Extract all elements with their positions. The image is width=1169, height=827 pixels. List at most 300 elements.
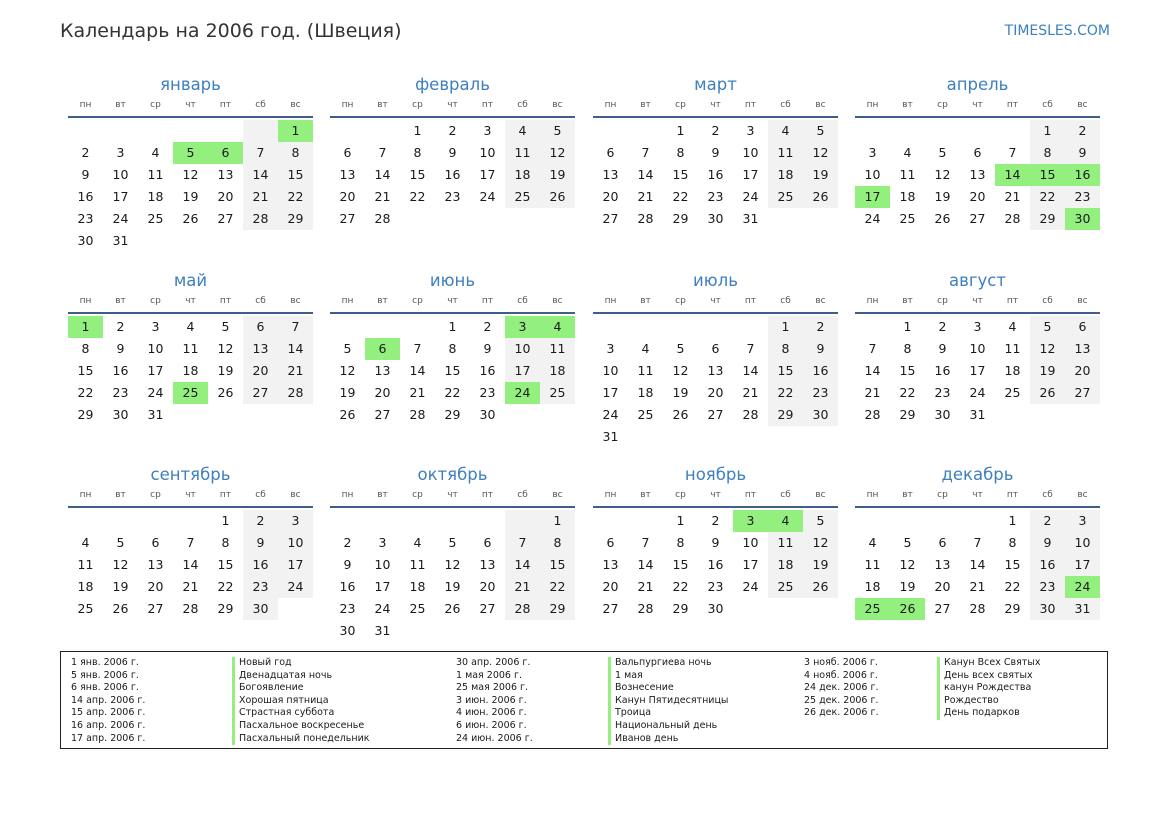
weekday-label: вс bbox=[552, 296, 563, 306]
empty-day-cell bbox=[138, 230, 173, 252]
day-cell: 17 bbox=[742, 167, 759, 182]
week-row bbox=[593, 576, 838, 598]
day-cell: 17 bbox=[278, 554, 313, 576]
day-cell: 6 bbox=[208, 142, 243, 164]
day-cell: 11 bbox=[899, 167, 916, 182]
site-link[interactable]: TIMESLES.COM bbox=[1004, 23, 1110, 39]
day-cell: 30 bbox=[707, 601, 724, 616]
day-cell: 16 bbox=[1065, 164, 1100, 186]
month-title: август bbox=[949, 271, 1006, 290]
day-cell: 23 bbox=[77, 211, 94, 226]
legend-holiday-name: Двенадцатая ночь bbox=[232, 670, 370, 683]
empty-day-cell bbox=[890, 510, 925, 532]
day-cell: 25 bbox=[147, 211, 164, 226]
day-cell: 8 bbox=[81, 341, 90, 356]
empty-day-cell bbox=[208, 404, 243, 426]
day-cell: 21 bbox=[278, 360, 313, 382]
week-row bbox=[593, 510, 838, 532]
empty-day-cell bbox=[698, 316, 733, 338]
day-cell: 19 bbox=[803, 164, 838, 186]
day-cell: 31 bbox=[374, 623, 391, 638]
legend-holiday-name: Пасхальный понедельник bbox=[232, 733, 370, 746]
day-cell: 2 bbox=[243, 510, 278, 532]
day-cell: 1 bbox=[413, 123, 422, 138]
day-cell: 21 bbox=[637, 579, 654, 594]
day-cell: 13 bbox=[147, 557, 164, 572]
day-cell: 12 bbox=[182, 167, 199, 182]
day-cell: 28 bbox=[243, 208, 278, 230]
day-cell: 20 bbox=[969, 189, 986, 204]
day-cell: 21 bbox=[969, 579, 986, 594]
day-cell: 17 bbox=[374, 579, 391, 594]
week-row bbox=[593, 360, 838, 382]
day-cell: 30 bbox=[1030, 598, 1065, 620]
weekday-label: пт bbox=[744, 296, 757, 306]
empty-day-cell bbox=[365, 510, 400, 532]
day-cell: 9 bbox=[343, 557, 352, 572]
legend-holiday-name: Вальпургиева ночь bbox=[608, 657, 728, 670]
day-cell: 24 bbox=[602, 407, 619, 422]
empty-day-cell bbox=[698, 426, 733, 448]
day-cell: 26 bbox=[112, 601, 129, 616]
day-cell: 9 bbox=[483, 341, 492, 356]
weekday-label: сб bbox=[780, 490, 791, 500]
weekday-label: пт bbox=[481, 490, 494, 500]
day-cell: 20 bbox=[602, 579, 619, 594]
day-cell: 2 bbox=[483, 319, 492, 334]
empty-day-cell bbox=[278, 598, 313, 620]
day-cell: 14 bbox=[995, 164, 1030, 186]
empty-day-cell bbox=[505, 404, 540, 426]
week-row bbox=[593, 164, 838, 186]
empty-day-cell bbox=[1030, 404, 1065, 426]
week-row bbox=[330, 576, 575, 598]
day-cell: 14 bbox=[742, 363, 759, 378]
day-cell: 26 bbox=[444, 601, 461, 616]
empty-day-cell bbox=[173, 230, 208, 252]
day-cell: 10 bbox=[864, 167, 881, 182]
day-cell: 23 bbox=[444, 189, 461, 204]
empty-day-cell bbox=[365, 120, 400, 142]
day-cell: 11 bbox=[409, 557, 426, 572]
weekday-label: вт bbox=[377, 296, 388, 306]
week-row bbox=[593, 316, 838, 338]
weekday-label: чт bbox=[185, 100, 196, 110]
weekday-label: вт bbox=[377, 100, 388, 110]
month-title: октябрь bbox=[417, 465, 488, 484]
weekday-label: чт bbox=[447, 490, 458, 500]
day-cell: 4 bbox=[868, 535, 877, 550]
day-cell: 8 bbox=[540, 532, 575, 554]
day-cell: 12 bbox=[1030, 338, 1065, 360]
week-row bbox=[68, 338, 313, 360]
legend-holiday-name: Троица bbox=[608, 707, 728, 720]
legend-holiday-name: Иванов день bbox=[608, 733, 728, 746]
weekday-label: вт bbox=[902, 100, 913, 110]
day-cell: 19 bbox=[540, 164, 575, 186]
legend-date: 14 апр. 2006 г. bbox=[71, 694, 146, 706]
day-cell: 10 bbox=[742, 145, 759, 160]
day-cell: 24 bbox=[112, 211, 129, 226]
weekday-label: вс bbox=[815, 490, 826, 500]
day-cell: 12 bbox=[112, 557, 129, 572]
day-cell: 16 bbox=[243, 554, 278, 576]
legend-holiday-name: Национальный день bbox=[608, 720, 728, 733]
day-cell: 9 bbox=[81, 167, 90, 182]
week-row bbox=[855, 532, 1100, 554]
day-cell: 2 bbox=[938, 319, 947, 334]
empty-day-cell bbox=[733, 598, 768, 620]
month-title: ноябрь bbox=[684, 465, 747, 484]
day-cell: 25 bbox=[899, 211, 916, 226]
day-cell: 11 bbox=[505, 142, 540, 164]
day-cell: 2 bbox=[711, 513, 720, 528]
week-row bbox=[330, 404, 575, 426]
weekday-label: чт bbox=[710, 490, 721, 500]
day-cell: 17 bbox=[855, 186, 890, 208]
week-row bbox=[68, 404, 313, 426]
empty-day-cell bbox=[400, 620, 435, 642]
day-cell: 12 bbox=[540, 142, 575, 164]
weekday-label: вт bbox=[377, 490, 388, 500]
day-cell: 8 bbox=[448, 341, 457, 356]
week-row bbox=[68, 230, 313, 252]
day-cell: 13 bbox=[243, 338, 278, 360]
day-cell: 9 bbox=[711, 535, 720, 550]
day-cell: 3 bbox=[746, 123, 755, 138]
month-11 bbox=[593, 464, 838, 620]
day-cell: 11 bbox=[864, 557, 881, 572]
day-cell: 8 bbox=[676, 535, 685, 550]
weekday-label: ср bbox=[412, 490, 423, 500]
day-cell: 1 bbox=[1030, 120, 1065, 142]
day-cell: 7 bbox=[746, 341, 755, 356]
day-cell: 15 bbox=[768, 360, 803, 382]
empty-day-cell bbox=[208, 230, 243, 252]
day-cell: 12 bbox=[672, 363, 689, 378]
day-cell: 15 bbox=[409, 167, 426, 182]
day-cell: 17 bbox=[479, 167, 496, 182]
empty-day-cell bbox=[243, 404, 278, 426]
legend-dates-col-2 bbox=[456, 657, 533, 745]
legend-holiday-name: Страстная суббота bbox=[232, 707, 370, 720]
legend-date: 25 дек. 2006 г. bbox=[804, 694, 879, 706]
week-row bbox=[593, 208, 838, 230]
weekday-header bbox=[855, 99, 1100, 118]
day-cell: 9 bbox=[1065, 142, 1100, 164]
month-4 bbox=[855, 74, 1100, 230]
day-cell: 1 bbox=[278, 120, 313, 142]
day-cell: 10 bbox=[278, 532, 313, 554]
empty-day-cell bbox=[628, 316, 663, 338]
day-cell: 16 bbox=[707, 557, 724, 572]
day-cell: 13 bbox=[602, 557, 619, 572]
weekday-label: пн bbox=[866, 296, 879, 306]
day-cell: 29 bbox=[444, 407, 461, 422]
day-cell: 15 bbox=[217, 557, 234, 572]
legend-holiday-name: Пасхальное воскресенье bbox=[232, 720, 370, 733]
day-cell: 4 bbox=[505, 120, 540, 142]
weekday-label: вс bbox=[1077, 100, 1088, 110]
day-cell: 24 bbox=[479, 189, 496, 204]
month-5 bbox=[68, 270, 313, 426]
legend-date: 25 мая 2006 г. bbox=[456, 682, 529, 694]
day-cell: 19 bbox=[672, 385, 689, 400]
day-cell: 6 bbox=[483, 535, 492, 550]
week-row bbox=[855, 316, 1100, 338]
day-cell: 28 bbox=[864, 407, 881, 422]
day-cell: 7 bbox=[378, 145, 387, 160]
empty-day-cell bbox=[435, 620, 470, 642]
day-cell: 22 bbox=[672, 189, 689, 204]
empty-day-cell bbox=[593, 120, 628, 142]
weekday-label: вс bbox=[815, 100, 826, 110]
day-cell: 28 bbox=[182, 601, 199, 616]
day-cell: 15 bbox=[278, 164, 313, 186]
week-row bbox=[330, 186, 575, 208]
day-cell: 2 bbox=[448, 123, 457, 138]
weekday-label: ср bbox=[150, 296, 161, 306]
day-cell: 16 bbox=[934, 363, 951, 378]
day-cell: 30 bbox=[339, 623, 356, 638]
empty-day-cell bbox=[768, 598, 803, 620]
day-cell: 3 bbox=[116, 145, 125, 160]
day-cell: 9 bbox=[116, 341, 125, 356]
day-cell: 7 bbox=[973, 535, 982, 550]
day-cell: 18 bbox=[768, 164, 803, 186]
day-cell: 8 bbox=[221, 535, 230, 550]
weekday-label: пн bbox=[604, 100, 617, 110]
day-cell: 30 bbox=[934, 407, 951, 422]
empty-day-cell bbox=[330, 316, 365, 338]
day-cell: 20 bbox=[1065, 360, 1100, 382]
day-cell: 24 bbox=[969, 385, 986, 400]
day-cell: 21 bbox=[182, 579, 199, 594]
day-cell: 6 bbox=[938, 535, 947, 550]
day-cell: 21 bbox=[374, 189, 391, 204]
weekday-label: пт bbox=[1006, 100, 1019, 110]
day-cell: 22 bbox=[672, 579, 689, 594]
weekday-label: сб bbox=[780, 296, 791, 306]
day-cell: 31 bbox=[112, 233, 129, 248]
legend-holiday-name: Богоявление bbox=[232, 682, 370, 695]
weekday-label: сб bbox=[255, 490, 266, 500]
weekday-label: сб bbox=[1042, 296, 1053, 306]
empty-day-cell bbox=[925, 120, 960, 142]
day-cell: 9 bbox=[448, 145, 457, 160]
week-row bbox=[593, 382, 838, 404]
month-title: июль bbox=[693, 271, 738, 290]
day-cell: 10 bbox=[374, 557, 391, 572]
day-cell: 1 bbox=[221, 513, 230, 528]
weekday-label: пн bbox=[79, 296, 92, 306]
day-cell: 5 bbox=[540, 120, 575, 142]
day-cell: 20 bbox=[374, 385, 391, 400]
week-row bbox=[68, 142, 313, 164]
empty-day-cell bbox=[278, 230, 313, 252]
weekday-label: сб bbox=[780, 100, 791, 110]
day-cell: 18 bbox=[540, 360, 575, 382]
day-cell: 11 bbox=[768, 532, 803, 554]
day-cell: 16 bbox=[77, 189, 94, 204]
day-cell: 16 bbox=[112, 363, 129, 378]
weekday-label: ср bbox=[937, 490, 948, 500]
day-cell: 29 bbox=[672, 601, 689, 616]
weekday-label: пт bbox=[481, 100, 494, 110]
legend-holiday-name: Рождество bbox=[937, 695, 1040, 708]
month-title: февраль bbox=[415, 75, 490, 94]
day-cell: 5 bbox=[221, 319, 230, 334]
legend-date: 24 дек. 2006 г. bbox=[804, 682, 879, 694]
legend-dates-col-3 bbox=[804, 657, 879, 720]
day-cell: 18 bbox=[77, 579, 94, 594]
day-cell: 10 bbox=[602, 363, 619, 378]
month-title: июнь bbox=[429, 271, 476, 290]
empty-day-cell bbox=[628, 120, 663, 142]
page-title: Календарь на 2006 год. (Швеция) bbox=[60, 20, 402, 42]
week-row bbox=[855, 554, 1100, 576]
empty-day-cell bbox=[890, 120, 925, 142]
day-cell: 3 bbox=[483, 123, 492, 138]
day-cell: 21 bbox=[637, 189, 654, 204]
day-cell: 27 bbox=[602, 211, 619, 226]
day-cell: 29 bbox=[1004, 601, 1021, 616]
day-cell: 31 bbox=[147, 407, 164, 422]
weekday-label: ср bbox=[937, 100, 948, 110]
legend-holiday-name: День всех святых bbox=[937, 670, 1040, 683]
day-cell: 28 bbox=[505, 598, 540, 620]
day-cell: 15 bbox=[540, 554, 575, 576]
day-cell: 25 bbox=[505, 186, 540, 208]
day-cell: 7 bbox=[413, 341, 422, 356]
day-cell: 25 bbox=[768, 576, 803, 598]
day-cell: 5 bbox=[938, 145, 947, 160]
legend-holiday-name: Канун Пятидесятницы bbox=[608, 695, 728, 708]
week-row bbox=[593, 404, 838, 426]
day-cell: 14 bbox=[637, 167, 654, 182]
empty-day-cell bbox=[540, 620, 575, 642]
day-cell: 13 bbox=[602, 167, 619, 182]
day-cell: 4 bbox=[413, 535, 422, 550]
day-cell: 7 bbox=[243, 142, 278, 164]
weekday-header bbox=[855, 295, 1100, 314]
empty-day-cell bbox=[540, 404, 575, 426]
week-row bbox=[855, 576, 1100, 598]
empty-day-cell bbox=[628, 510, 663, 532]
month-title: апрель bbox=[946, 75, 1009, 94]
empty-day-cell bbox=[505, 620, 540, 642]
day-cell: 19 bbox=[112, 579, 129, 594]
week-row bbox=[855, 360, 1100, 382]
day-cell: 4 bbox=[186, 319, 195, 334]
day-cell: 9 bbox=[1030, 532, 1065, 554]
day-cell: 26 bbox=[803, 186, 838, 208]
weekday-label: сб bbox=[1042, 100, 1053, 110]
weekday-label: пн bbox=[79, 100, 92, 110]
week-row bbox=[593, 426, 838, 448]
day-cell: 25 bbox=[173, 382, 208, 404]
day-cell: 2 bbox=[1065, 120, 1100, 142]
day-cell: 24 bbox=[147, 385, 164, 400]
weekday-label: вс bbox=[290, 100, 301, 110]
week-row bbox=[68, 532, 313, 554]
day-cell: 8 bbox=[768, 338, 803, 360]
day-cell: 31 bbox=[1065, 598, 1100, 620]
day-cell: 26 bbox=[1030, 382, 1065, 404]
week-row bbox=[68, 598, 313, 620]
weekday-label: вс bbox=[290, 490, 301, 500]
day-cell: 23 bbox=[479, 385, 496, 400]
weekday-label: пн bbox=[341, 296, 354, 306]
day-cell: 25 bbox=[409, 601, 426, 616]
day-cell: 14 bbox=[864, 363, 881, 378]
week-row bbox=[593, 142, 838, 164]
weekday-label: вс bbox=[552, 490, 563, 500]
day-cell: 4 bbox=[151, 145, 160, 160]
day-cell: 4 bbox=[1008, 319, 1017, 334]
legend-date: 3 нояб. 2006 г. bbox=[804, 657, 878, 668]
day-cell: 9 bbox=[711, 145, 720, 160]
empty-day-cell bbox=[68, 510, 103, 532]
day-cell: 3 bbox=[278, 510, 313, 532]
week-row bbox=[855, 598, 1100, 620]
day-cell: 19 bbox=[803, 554, 838, 576]
day-cell: 20 bbox=[217, 189, 234, 204]
legend-holiday-name: Канун Всех Святых bbox=[937, 657, 1040, 670]
legend-names-col-1 bbox=[232, 657, 370, 745]
empty-day-cell bbox=[855, 510, 890, 532]
weekday-header bbox=[330, 99, 575, 118]
day-cell: 5 bbox=[343, 341, 352, 356]
day-cell: 10 bbox=[147, 341, 164, 356]
week-row bbox=[593, 186, 838, 208]
day-cell: 20 bbox=[479, 579, 496, 594]
day-cell: 3 bbox=[868, 145, 877, 160]
day-cell: 27 bbox=[707, 407, 724, 422]
day-cell: 29 bbox=[217, 601, 234, 616]
empty-day-cell bbox=[505, 208, 540, 230]
empty-day-cell bbox=[138, 120, 173, 142]
empty-day-cell bbox=[960, 120, 995, 142]
month-2 bbox=[330, 74, 575, 230]
day-cell: 14 bbox=[374, 167, 391, 182]
weekday-label: пт bbox=[1006, 490, 1019, 500]
day-cell: 5 bbox=[676, 341, 685, 356]
day-cell: 23 bbox=[707, 189, 724, 204]
day-cell: 17 bbox=[1065, 554, 1100, 576]
day-cell: 22 bbox=[77, 385, 94, 400]
weekday-label: чт bbox=[185, 490, 196, 500]
weekday-label: пт bbox=[744, 100, 757, 110]
week-row bbox=[855, 208, 1100, 230]
day-cell: 10 bbox=[742, 535, 759, 550]
week-row bbox=[330, 532, 575, 554]
day-cell: 1 bbox=[903, 319, 912, 334]
day-cell: 16 bbox=[479, 363, 496, 378]
day-cell: 12 bbox=[803, 532, 838, 554]
day-cell: 8 bbox=[1008, 535, 1017, 550]
day-cell: 25 bbox=[768, 186, 803, 208]
day-cell: 25 bbox=[855, 598, 890, 620]
legend-date: 5 янв. 2006 г. bbox=[71, 669, 139, 681]
day-cell: 25 bbox=[77, 601, 94, 616]
empty-day-cell bbox=[470, 208, 505, 230]
day-cell: 24 bbox=[742, 579, 759, 594]
day-cell: 12 bbox=[899, 557, 916, 572]
day-cell: 19 bbox=[339, 385, 356, 400]
day-cell: 27 bbox=[339, 211, 356, 226]
day-cell: 22 bbox=[899, 385, 916, 400]
